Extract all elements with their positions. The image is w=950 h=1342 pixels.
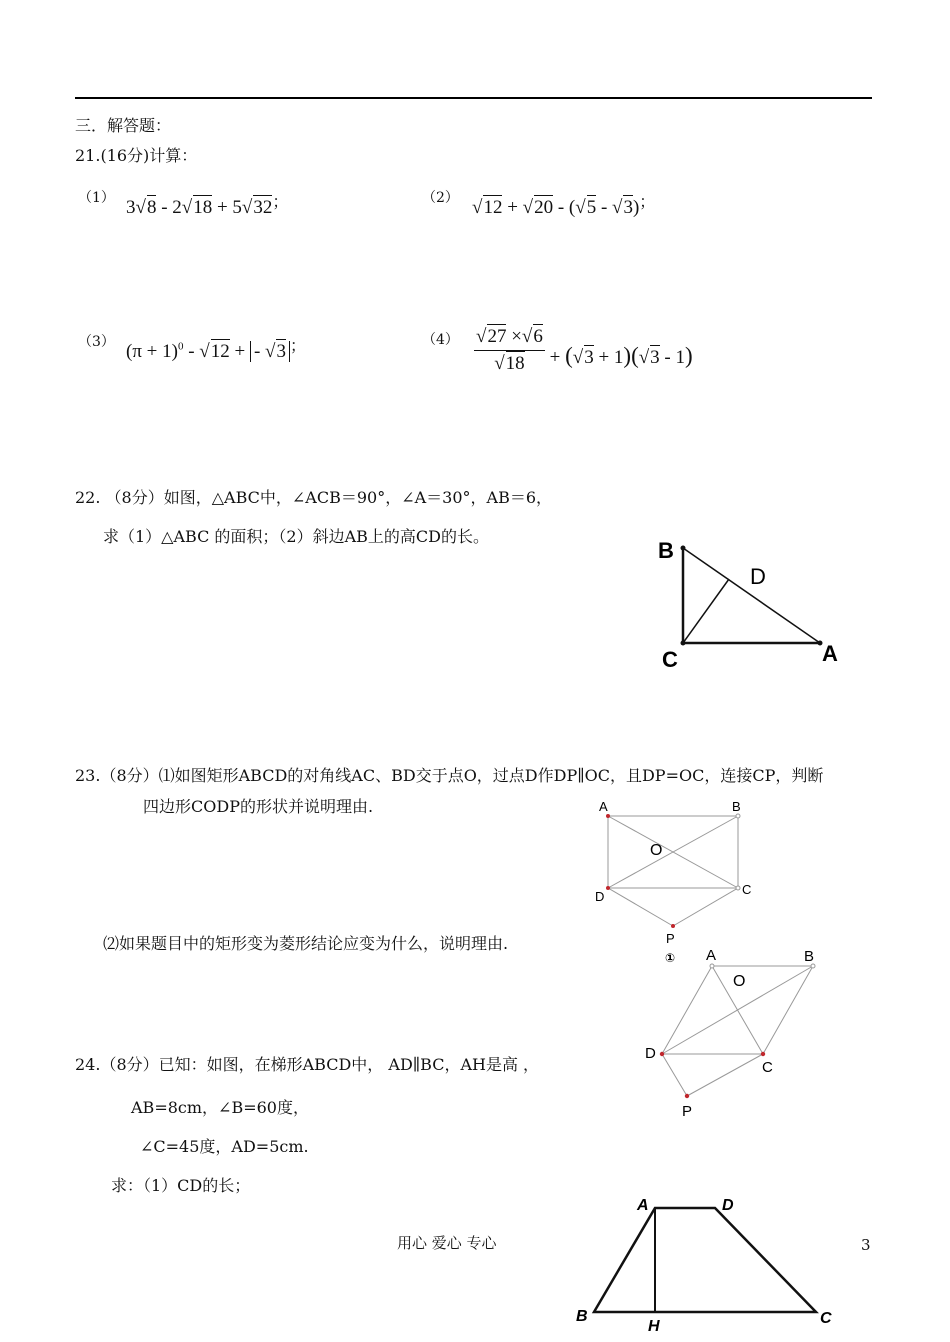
q23-line2: 四边形CODP的形状并说明理由. xyxy=(143,797,374,816)
q23-fig1-label-p: P xyxy=(666,931,675,946)
q21-item-1-num: （1） xyxy=(78,190,115,206)
q22-triangle-figure xyxy=(650,530,850,675)
q23-fig1-label-c: C xyxy=(742,882,752,897)
q21-item-3-num: （3） xyxy=(78,334,115,350)
q21-item-3-semicolon: ； xyxy=(289,336,306,355)
section-title: 三．解答题： xyxy=(75,116,172,135)
q23-fig2-label-p: P xyxy=(682,1103,693,1120)
q21-item-1 xyxy=(78,188,289,218)
q23-fig2-label-o: O xyxy=(733,973,746,990)
footer-slogan: 用心 爱心 专心 xyxy=(397,1234,497,1252)
q23-fig1-label-d: D xyxy=(595,889,605,904)
q21-item-1-semicolon: ； xyxy=(272,192,289,211)
q24-line4: 求：（1）CD的长； xyxy=(111,1176,251,1195)
q23-fig2-label-b: B xyxy=(804,948,815,965)
q23-fig2-label-c: C xyxy=(762,1059,773,1076)
q23-line1: 23.（8分）⑴如图矩形ABCD的对角线AC、BD交于点O，过点D作DP∥OC，且DP=OC，连接CP，判断 xyxy=(75,766,824,785)
q23-fig2-label-a: A xyxy=(706,947,717,964)
q24-label-c: C xyxy=(820,1310,832,1327)
page-number: 3 xyxy=(861,1236,871,1254)
q22-label-c: C xyxy=(662,647,678,672)
q21-item-2 xyxy=(422,188,656,218)
q23-fig1-label-a: A xyxy=(599,799,608,814)
q23-part2: ⑵如果题目中的矩形变为菱形结论应变为什么，说明理由. xyxy=(103,934,509,953)
q24-label-h: H xyxy=(648,1318,660,1335)
q23-rectangle-figure xyxy=(590,796,760,966)
header-rule xyxy=(75,97,872,99)
q23-fig1-label-o: O xyxy=(650,842,663,859)
q23-rhombus-figure xyxy=(640,944,830,1124)
q21-item-2-num: （2） xyxy=(422,190,459,206)
q22-line2: 求（1）△ABC 的面积；（2）斜边AB上的高CD的长。 xyxy=(103,527,489,546)
q21-item-1-expr: 3√8 - 2√18 + 5√32 xyxy=(126,197,273,218)
q24-label-b: B xyxy=(576,1308,588,1325)
q22-label-b: B xyxy=(658,538,674,563)
q21-item-3-expr: $(\pi + 1)^0 - √12$ + - √3 xyxy=(126,341,290,362)
q23-fig2-label-d: D xyxy=(645,1045,656,1062)
q21-item-4-expr: $\frac{√27 \times√6}{√18}$ + (√3 + 1)(√3 - 1) xyxy=(476,326,693,374)
q24-line2: AB=8cm，∠B=60度， xyxy=(131,1098,309,1117)
q24-line3: ∠C=45度，AD=5cm. xyxy=(140,1137,309,1156)
q21-header: 21.(16分)计算： xyxy=(75,146,198,165)
q22-label-a: A xyxy=(822,641,838,666)
q21-item-4-num: （4） xyxy=(422,332,459,348)
q23-fig1-label-b: B xyxy=(732,799,741,814)
q22-line1: 22. （8分）如图，△ABC中，∠ACB＝90°，∠A＝30°，AB＝6， xyxy=(75,488,553,507)
q21-item-2-semicolon: ； xyxy=(639,192,656,211)
q24-line1: 24.（8分）已知：如图，在梯形ABCD中， AD∥BC，AH是高 ， xyxy=(75,1055,540,1074)
q24-label-a: A xyxy=(637,1197,649,1214)
q21-item-4 xyxy=(422,326,693,379)
q22-label-d: D xyxy=(750,564,766,589)
q24-label-d: D xyxy=(722,1197,734,1214)
q21-item-3 xyxy=(78,332,306,362)
q24-trapezoid-figure xyxy=(570,1190,840,1342)
q23-fig1-number: ① xyxy=(665,951,676,965)
q21-item-2-expr: √12 + √20 - (√5 - √3) xyxy=(472,197,640,218)
